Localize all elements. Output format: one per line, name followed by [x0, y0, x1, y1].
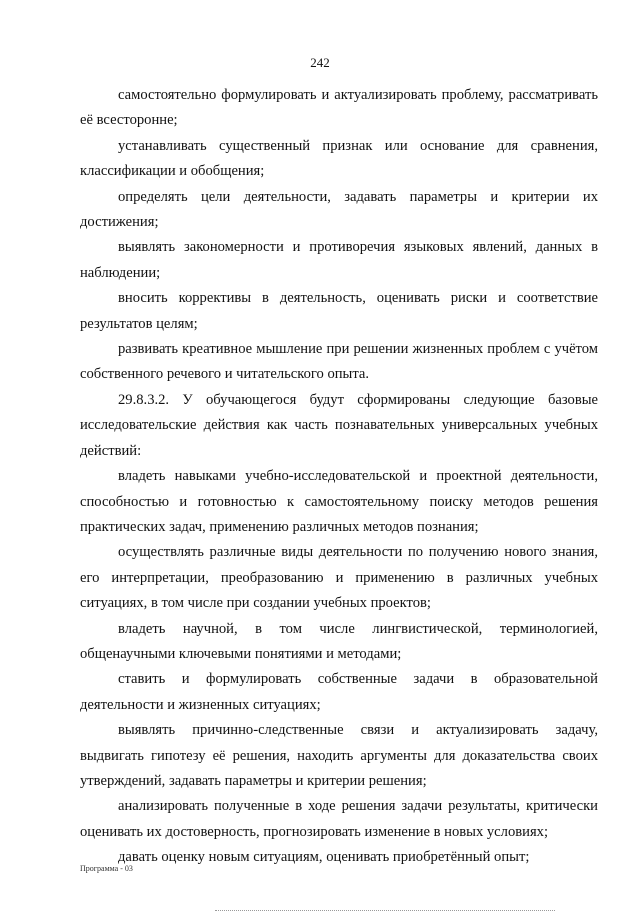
paragraph: осуществлять различные виды деятельности по получению нового знания, его интерпретации, преобразованию и применению в различных учебных ситуациях, в том числе при создании учебных проектов; — [80, 544, 598, 612]
paragraph: владеть научной, в том числе лингвистической, терминологией, общенаучными ключевыми понятиями и методами; — [80, 620, 598, 662]
paragraph: вносить коррективы в деятельность, оценивать риски и соответствие результатов целям; — [80, 290, 598, 332]
paragraph: самостоятельно формулировать и актуализировать проблему, рассматривать её всесторонне; — [80, 87, 598, 129]
paragraph: развивать креативное мышление при решении жизненных проблем с учётом собственного речевого и читательского опыта. — [80, 341, 598, 383]
paragraph: выявлять закономерности и противоречия языковых явлений, данных в наблюдении; — [80, 239, 598, 281]
paragraph: анализировать полученные в ходе решения задачи результаты, критически оценивать их достоверность, прогнозировать изменение в новых условиях; — [80, 798, 598, 840]
page-number: 242 — [310, 55, 330, 70]
paragraph: давать оценку новым ситуациям, оценивать приобретённый опыт; — [118, 849, 530, 866]
bottom-divider — [215, 910, 555, 911]
document-body — [80, 83, 598, 871]
paragraph: выявлять причинно-следственные связи и актуализировать задачу, выдвигать гипотезу её решения, находить аргументы для доказательства своих утверждений, задавать параметры и критерии решения; — [80, 722, 598, 789]
section-paragraph: 29.8.3.2. У обучающегося будут сформированы следующие базовые исследовательские действия как часть познавательных универсальных учебных действий: — [80, 391, 598, 459]
paragraph: ставить и формулировать собственные задачи в образовательной деятельности и жизненных ситуациях; — [80, 671, 598, 713]
footer-text: Программа - 03 — [80, 864, 133, 873]
paragraph: владеть навыками учебно-исследовательской и проектной деятельности, способностью и готовностью к самостоятельному поиску методов решения практических задач, применению различных методов познания; — [80, 468, 598, 535]
paragraph: определять цели деятельности, задавать параметры и критерии их достижения; — [80, 188, 598, 231]
paragraph: устанавливать существенный признак или основание для сравнения, классификации и обобщения; — [80, 137, 598, 180]
